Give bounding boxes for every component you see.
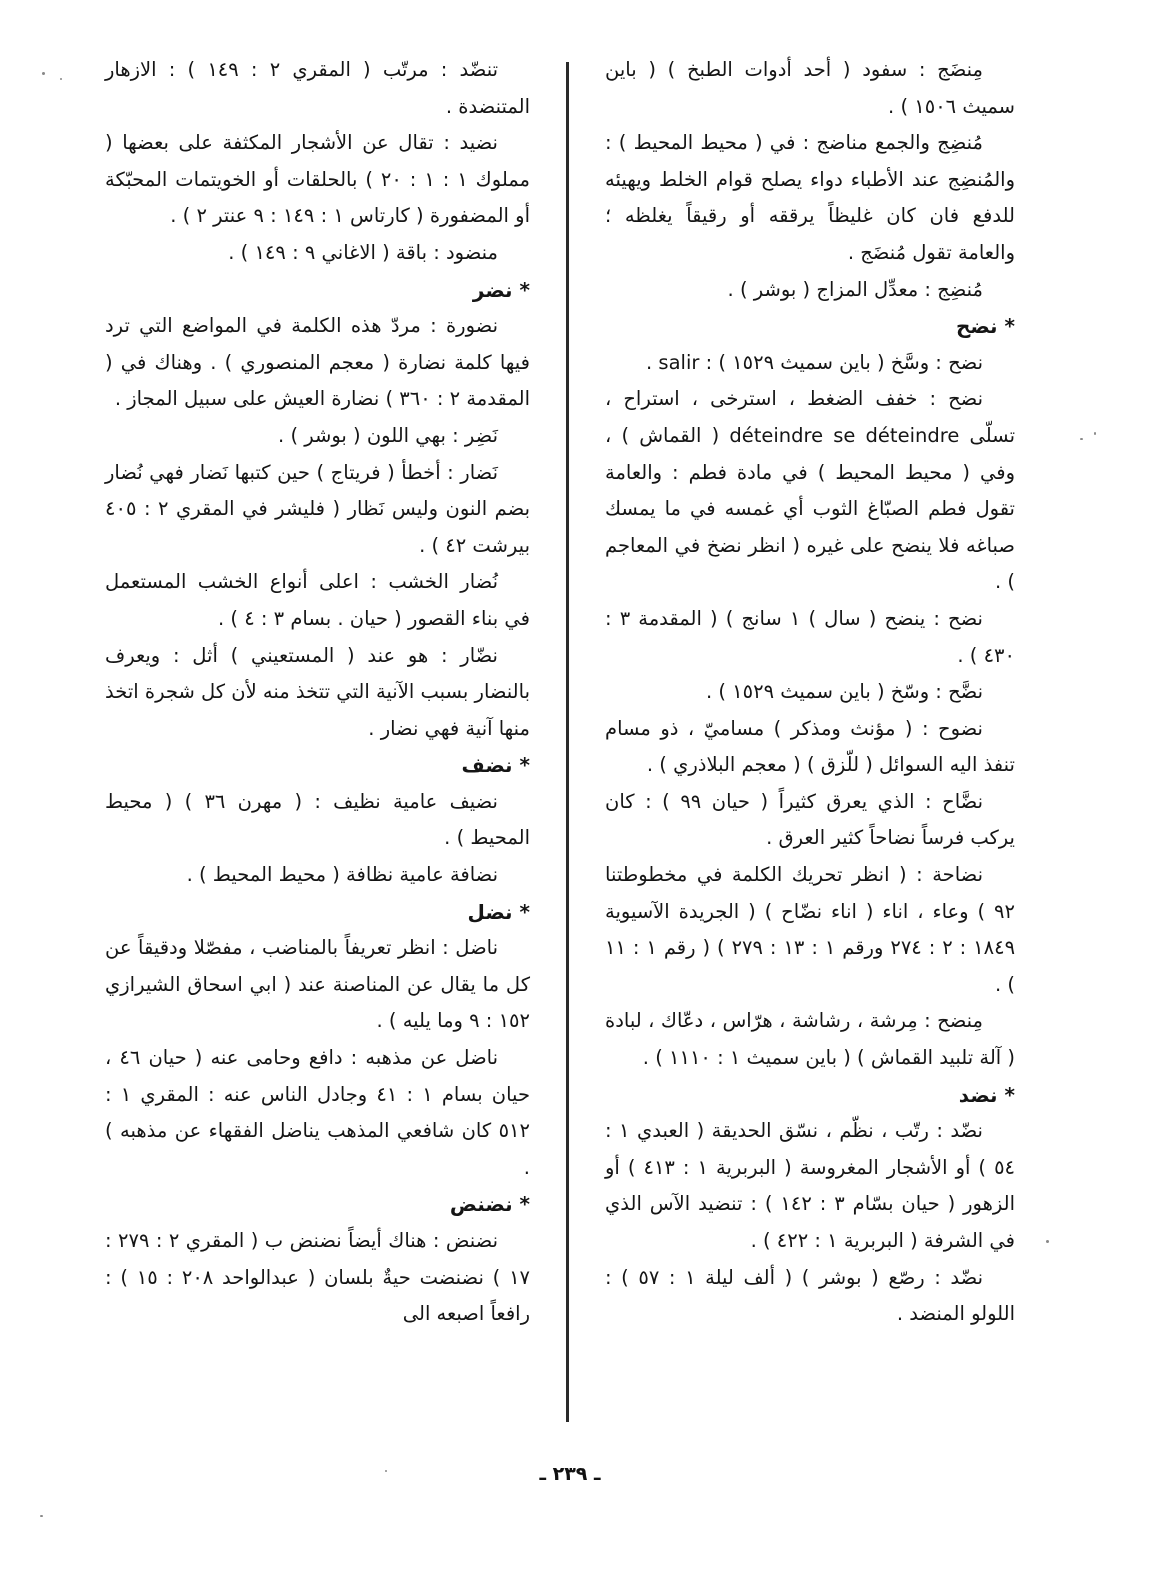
entry-paragraph: نضيف عامية نظيف : ( مهرن ٣٦ ) ( محيط المحيط ) . <box>105 789 530 850</box>
entry-paragraph: مُنضِج : معدِّل المزاج ( بوشر ) . <box>727 277 983 301</box>
right-column <box>605 52 1015 1333</box>
scan-speck <box>60 78 62 80</box>
scan-speck <box>1046 1240 1049 1243</box>
entry-paragraph: نضاحة : ( انظر تحريك الكلمة في مخطوطتنا ٩٢ ) وعاء ، اناء ( اناء نضّاح ) ( الجريدة الآسيوية ١٨٤٩ : ٢ : ٢٧٤ ورقم ١ : ١٣ : ٢٧٩ ) ( رقم ١ : ١١ ) . <box>605 863 1016 996</box>
entry-paragraph: منضود : باقة ( الاغاني ٩ : ١٤٩ ) . <box>228 240 498 264</box>
entry-paragraph: نضح : خفف الضغط ، استرخى ، استراح ، تسلّى déteindre se déteindre ( القماش ) ، وفي ( محيط المحيط ) في مادة فطم : والعامة تقول فطم الصبّاغ الثوب أي غمسه في ما يمسك صباغه فلا ينضح على غيره ( انظر نضخ في المعاجم ) . <box>605 387 1015 594</box>
entry-paragraph: مِنضَج : سفود ( أحد أدوات الطبخ ) ( باين سميث ١٥٠٦ ) . <box>605 58 1015 118</box>
entry-paragraph: نضّار : هو عند ( المستعيني ) أثل : ويعرف بالنضار بسبب الآنية التي تتخذ منه لأن كل شجرة اتخذ منها آنية فهي نضار . <box>105 643 530 740</box>
page-number: ـ ٢٣٩ ـ <box>539 1463 601 1485</box>
entry-paragraph: نضنض : هناك أيضاً نضنض ب ( المقري ٢ : ٢٧٩ : ١٧ ) نضنضت حيةٌ بلسان ( عبدالواحد ٢٠٨ : ١٥ ) : رافعاً اصبعه الى <box>105 1229 531 1326</box>
entry-heading: * نضف <box>461 753 530 778</box>
entry-paragraph: نضَّح : وسّخ ( باين سميث ١٥٢٩ ) . <box>705 680 983 704</box>
entry-paragraph: نضح : وسَّخ ( باين سميث ١٥٢٩ ) : salir . <box>646 350 983 374</box>
entry-heading: * نضل <box>467 899 530 924</box>
entry-heading: * نضر <box>472 277 530 302</box>
entry-paragraph: نضّد : رصّع ( بوشر ) ( ألف ليلة ١ : ٥٧ ) : اللولو المنضد . <box>605 1265 1015 1326</box>
scan-speck <box>385 1470 387 1472</box>
column-divider <box>566 62 569 1422</box>
entry-heading: * نضنض <box>449 1192 530 1217</box>
entry-paragraph: نضوح : ( مؤنث ومذكر ) مساميّ ، ذو مسام تنفذ اليه السوائل ( للّزق ) ( معجم البلاذري ) . <box>605 716 1015 777</box>
entry-paragraph: نضَّاح : الذي يعرق كثيراً ( حيان ٩٩ ) : كان يركب فرساً نضاحاً كثير العرق . <box>605 789 1015 850</box>
entry-paragraph: نَضِر : بهي اللون ( بوشر ) . <box>278 423 498 447</box>
entry-paragraph: مُنضِج والجمع مناضج : في ( محيط المحيط ) : والمُنضِج عند الأطباء دواء يصلح قوام الخلط ويهيئه للدفع فان كان غليظاً يرققه أو رقيقاً يغلظه ؛ والعامة تقول مُنضَج . <box>605 131 1015 264</box>
entry-paragraph: نضورة : مردّ هذه الكلمة في المواضع التي ترد فيها كلمة نضارة ( معجم المنصوري ) . وهناك في ( المقدمة ٢ : ٣٦٠ ) نضارة العيش على سبيل المجاز . <box>105 314 530 411</box>
entry-paragraph: ناضل عن مذهبه : دافع وحامى عنه ( حيان ٤٦ ، حيان بسام ١ : ٤١ وجادل الناس عنه : المقري ١ : ٥١٢ كان شافعي المذهب يناضل الفقهاء عن مذهبه ) . <box>105 1046 530 1179</box>
scan-speck <box>1080 438 1083 440</box>
entry-paragraph: نَضار : أخطأ ( فريتاج ) حين كتبها نَضار فهي نُضار بضم النون وليس نَظار ( فليشر في المقري ٢ : ٤٠٥ بيرشت ٤٢ ) . <box>105 460 530 557</box>
entry-paragraph: تنضّد : مرتّب ( المقري ٢ : ١٤٩ ) : الازهار المتنضدة . <box>105 58 530 118</box>
scan-speck <box>42 72 45 75</box>
entry-paragraph: نضّد : رتّب ، نظّم ، نسّق الحديقة ( العبدي ١ : ٥٤ ) أو الأشجار المغروسة ( البربرية ١ : ٤١٣ ) أو الزهور ( حيان بسّام ٣ : ١٤٢ ) : تنضيد الآس الذي في الشرفة ( البربرية ١ : ٤٢٢ ) . <box>605 1119 1016 1252</box>
entry-paragraph: نضيد : تقال عن الأشجار المكثفة على بعضها ( مملوك ١ : ١ : ٢٠ ) بالحلقات أو الخويتمات المحبّكة أو المضفورة ( كارتاس ١ : ١٤٩ : ٩ عنتر ٢ ) . <box>105 131 530 228</box>
entry-paragraph: ناضل : انظر تعريفاً بالمناضب ، مفصّلا ودقيقاً عن كل ما يقال عن المناصنة عند ( ابي اسحاق الشيرازي ١٥٢ : ٩ وما يليه ) . <box>105 936 530 1033</box>
scan-speck <box>1094 432 1096 435</box>
entry-paragraph: نُضار الخشب : اعلى أنواع الخشب المستعمل في بناء القصور ( حيان . بسام ٣ : ٤ ) . <box>105 570 530 630</box>
entry-heading: * نضد <box>958 1082 1015 1107</box>
entry-paragraph: مِنضح : مِرشة ، رشاشة ، هرّاس ، دعّاك ، لبادة ( آلة تلبيد القماش ) ( باين سميث ١ : ١١١٠ ) . <box>605 1009 1015 1070</box>
left-column <box>105 52 530 1333</box>
scan-speck <box>40 1515 43 1517</box>
entry-paragraph: نضافة عامية نظافة ( محيط المحيط ) . <box>186 863 498 887</box>
entry-paragraph: نضح : ينضح ( سال ) ١ سانج ) ( المقدمة ٣ : ٤٣٠ ) . <box>605 606 1015 667</box>
entry-heading: * نضح <box>955 314 1015 339</box>
